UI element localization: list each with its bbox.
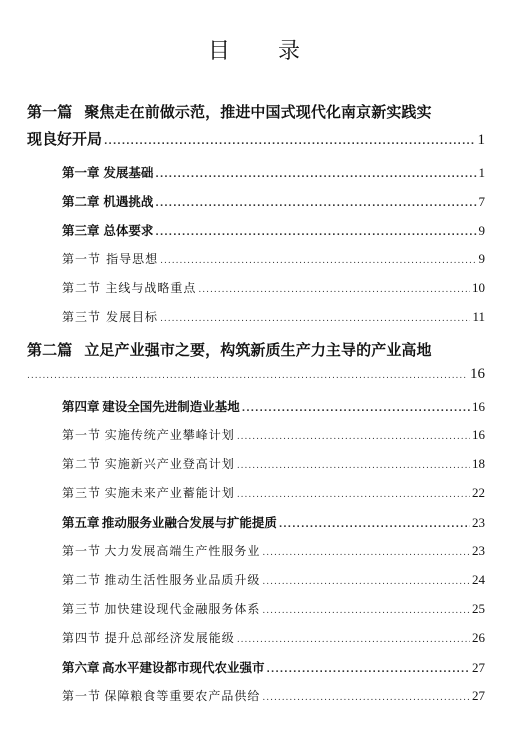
toc-entry-section[interactable] — [62, 455, 485, 472]
dot-leader — [267, 666, 471, 675]
dot-leader — [160, 315, 470, 324]
toc-entry-chapter-2[interactable] — [62, 192, 485, 210]
page-number: 25 — [472, 601, 485, 616]
section-title: 提升总部经济发展能级 — [104, 631, 235, 645]
part-number: 第一篇 — [27, 103, 73, 121]
toc-entry-section[interactable] — [62, 279, 485, 296]
dot-leader — [262, 549, 470, 558]
toc-part-2-title[interactable] — [27, 339, 432, 360]
dot-leader — [198, 286, 470, 295]
chapter-title: 总体要求 — [103, 223, 154, 238]
section-label: 第三节 — [62, 602, 102, 616]
page-number: 9 — [478, 223, 485, 238]
chapter-title: 推动服务业融合发展与扩能提质 — [101, 515, 277, 530]
toc-part-1-title[interactable] — [27, 101, 432, 122]
page-title — [0, 34, 508, 65]
page-number: 23 — [472, 515, 485, 530]
section-label: 第一节 — [62, 544, 102, 558]
page-number: 16 — [472, 399, 485, 414]
toc-entry-section[interactable] — [62, 484, 485, 501]
page-number: 26 — [472, 630, 485, 645]
section-label: 第二节 — [62, 457, 102, 471]
toc-entry-section[interactable] — [62, 542, 485, 559]
page-number: 1 — [477, 132, 485, 148]
section-title: 实施新兴产业登高计划 — [104, 457, 235, 471]
section-label: 第二节 — [62, 281, 102, 295]
title-char-2: 录 — [278, 39, 301, 64]
page-number: 27 — [472, 688, 485, 703]
chapter-label: 第五章 — [62, 515, 100, 530]
section-title: 加快建设现代金融服务体系 — [104, 602, 261, 616]
toc-entry-section[interactable] — [62, 426, 485, 443]
section-label: 第一节 — [62, 252, 102, 266]
section-title: 实施未来产业蓄能计划 — [104, 486, 235, 500]
chapter-title: 高水平建设都市现代农业强市 — [101, 660, 265, 675]
page-number: 9 — [478, 251, 485, 266]
dot-leader — [237, 636, 470, 645]
page-number: 23 — [472, 543, 485, 558]
page-number: 22 — [472, 485, 485, 500]
dot-leader — [104, 138, 475, 147]
dot-leader — [237, 462, 470, 471]
dot-leader — [155, 200, 476, 209]
chapter-label: 第一章 — [62, 165, 100, 180]
page-number: 7 — [478, 194, 485, 209]
toc-entry-section[interactable] — [62, 629, 485, 646]
toc-entry-section[interactable] — [62, 308, 485, 325]
part-number: 第二篇 — [27, 341, 73, 359]
dot-leader — [27, 372, 468, 381]
chapter-title: 发展基础 — [103, 165, 154, 180]
part-title-line1: 立足产业强市之要，构筑新质生产力主导的产业高地 — [84, 341, 432, 359]
toc-entry-section[interactable] — [62, 687, 485, 704]
dot-leader — [262, 694, 470, 703]
dot-leader — [279, 521, 470, 530]
chapter-title: 建设全国先进制造业基地 — [102, 399, 240, 414]
toc-part-2-line2[interactable] — [27, 366, 485, 383]
toc-entry-chapter-5[interactable] — [62, 513, 485, 531]
title-char-1: 目 — [207, 39, 230, 64]
section-label: 第三节 — [62, 310, 102, 324]
section-title: 实施传统产业攀峰计划 — [104, 428, 235, 442]
section-title: 主线与战略重点 — [105, 281, 197, 295]
section-title: 保障粮食等重要农产品供给 — [104, 689, 261, 703]
toc-entry-section[interactable] — [62, 600, 485, 617]
toc-entry-chapter-4[interactable] — [62, 397, 485, 415]
page-number: 24 — [472, 572, 485, 587]
toc-entry-section[interactable] — [62, 250, 485, 267]
dot-leader — [160, 257, 476, 266]
toc-entry-chapter-3[interactable] — [62, 221, 485, 239]
part-title-line2: 现良好开局 — [27, 130, 103, 148]
chapter-label: 第四章 — [62, 399, 100, 414]
page-number: 18 — [472, 456, 485, 471]
chapter-title: 机遇挑战 — [103, 194, 154, 209]
chapter-label: 第三章 — [62, 223, 100, 238]
page-number: 10 — [472, 280, 485, 295]
toc-part-1-line2[interactable] — [27, 128, 485, 149]
dot-leader — [155, 171, 476, 180]
dot-leader — [155, 229, 476, 238]
dot-leader — [262, 578, 470, 587]
chapter-label: 第二章 — [62, 194, 100, 209]
page-number: 11 — [472, 309, 485, 324]
section-label: 第四节 — [62, 631, 102, 645]
page-number: 16 — [472, 427, 485, 442]
toc-entry-chapter-1[interactable] — [62, 163, 485, 181]
section-title: 发展目标 — [106, 310, 159, 324]
section-label: 第一节 — [62, 428, 102, 442]
section-title: 指导思想 — [106, 252, 159, 266]
dot-leader — [237, 433, 470, 442]
section-label: 第三节 — [62, 486, 102, 500]
dot-leader — [237, 491, 470, 500]
page-number: 27 — [472, 660, 485, 675]
part-title-line1: 聚焦走在前做示范，推进中国式现代化南京新实践实 — [84, 103, 432, 121]
toc-entry-chapter-6[interactable] — [62, 658, 485, 676]
toc-entry-section[interactable] — [62, 571, 485, 588]
section-title: 大力发展高端生产性服务业 — [104, 544, 261, 558]
page-number: 16 — [470, 366, 485, 382]
dot-leader — [262, 607, 470, 616]
section-title: 推动生活性服务业品质升级 — [104, 573, 261, 587]
section-label: 第二节 — [62, 573, 102, 587]
section-label: 第一节 — [62, 689, 102, 703]
dot-leader — [242, 405, 470, 414]
page-number: 1 — [478, 165, 485, 180]
chapter-label: 第六章 — [62, 660, 100, 675]
